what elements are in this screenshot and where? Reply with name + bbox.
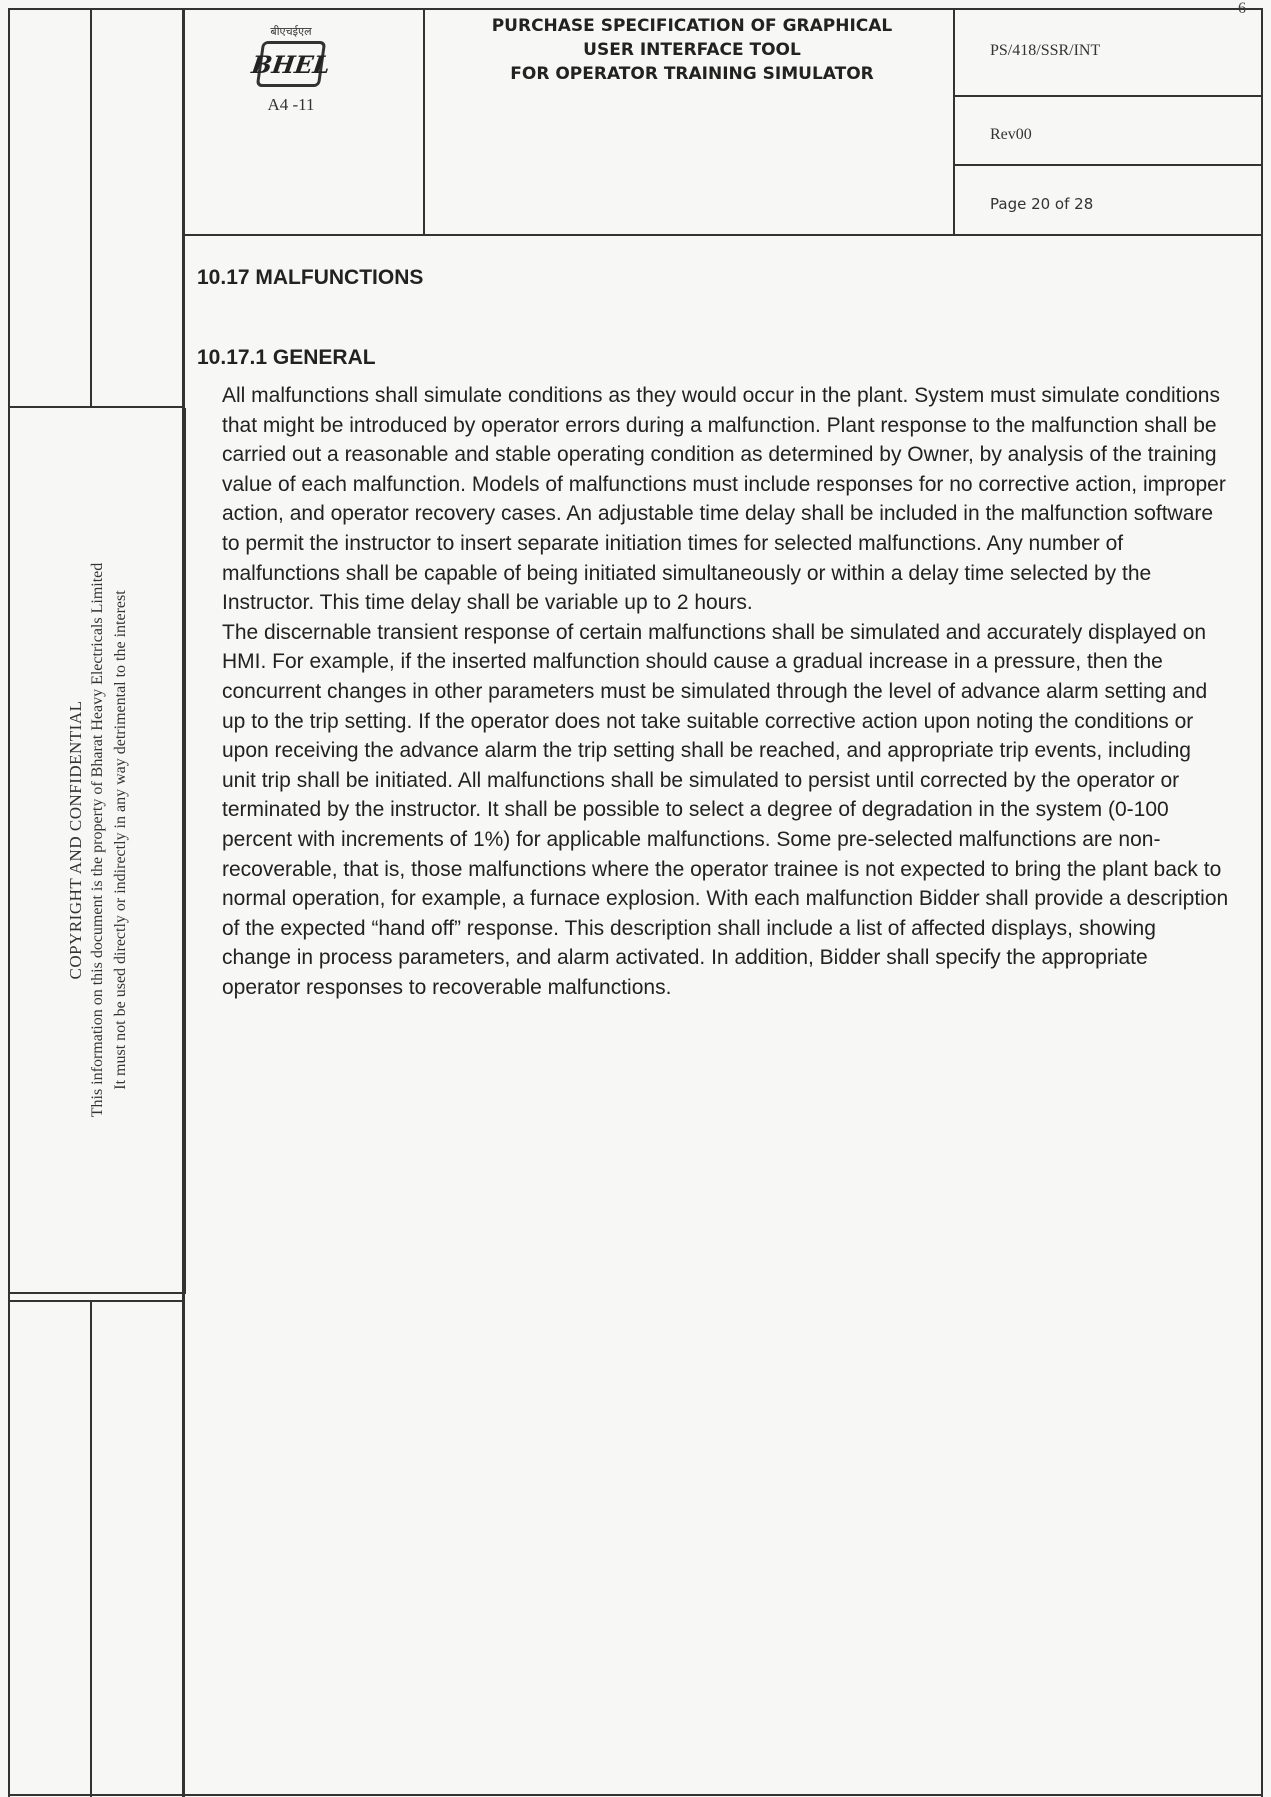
header-logo-divider: [423, 8, 425, 235]
meta-row-rule-1: [953, 95, 1263, 97]
document-title: [432, 14, 952, 86]
page-top-border: [8, 8, 1263, 10]
title-line-1: PURCHASE SPECIFICATION OF GRAPHICAL: [491, 16, 893, 36]
header-meta-divider: [953, 8, 955, 235]
revision-label: Rev00: [990, 126, 1032, 143]
copyright-notice: [66, 440, 132, 1240]
paragraph: The discernable transient response of certain malfunctions shall be simulated and accurately displayed on HMI. For example, if the inserted malfunction should cause a gradual increase in a pressure, then the concurrent changes in other parameters must be simulated through the level of advance alarm setting and up to the trip setting. If the operator does not take suitable corrective action upon noting the conditions or upon receiving the advance alarm the trip setting shall be reached, and appropriate trip events, including unit trip shall be initiated. All malfunctions shall be simulated to persist until corrected by the operator or terminated by the instructor. It shall be possible to select a degree of degradation in the system (0-100 percent with increments of 1%) for applicable malfunctions. Some pre-selected malfunctions are non-recoverable, that is, those malfunctions where the operator trainee is not expected to bring the plant back to normal operation, for example, a furnace explosion. With each malfunction Bidder shall provide a description of the expected “hand off” response. This description shall include a list of affected displays, showing change in process parameters, and alarm activated. In addition, Bidder shall specify the appropriate operator responses to recoverable malfunctions.: [222, 620, 1229, 999]
form-code: A4 -11: [267, 95, 315, 114]
sidebar-bottom-rule: [8, 1292, 185, 1294]
title-line-3: FOR OPERATOR TRAINING SIMULATOR: [510, 64, 874, 84]
page-indicator: Page 20 of 28: [990, 195, 1094, 213]
logo-hindi-text: बीएचईएल: [270, 25, 312, 38]
sidebar-inner-divider: [90, 8, 92, 408]
title-line-2: USER INTERFACE TOOL: [583, 40, 801, 60]
copyright-line-1: This information on this document is the property of Bharat Heavy Electricals Limited: [89, 562, 106, 1118]
bhel-logo-icon: BHEL: [256, 41, 326, 87]
document-number: PS/418/SSR/INT: [990, 42, 1101, 59]
meta-row-rule-2: [953, 164, 1263, 166]
company-logo: [245, 24, 337, 115]
copyright-line-2: It must not be used directly or indirectly in any way detrimental to the interest: [112, 590, 129, 1090]
sidebar-right-border: [184, 408, 186, 1294]
left-margin-border: [8, 8, 10, 1797]
body-text: [222, 381, 1230, 1002]
sidebar-inner-divider-lower: [90, 1302, 92, 1797]
header-bottom-rule: [183, 234, 1263, 236]
sidebar-bottom-rule-2: [8, 1300, 185, 1302]
page-right-border: [1261, 8, 1263, 1797]
copyright-heading: COPYRIGHT AND CONFIDENTIAL: [66, 700, 85, 980]
subsection-title: 10.17.1 GENERAL: [197, 346, 376, 369]
page-bottom-border: [8, 1794, 1263, 1796]
paragraph: All malfunctions shall simulate conditions as they would occur in the plant. System must simulate conditions that might be introduced by operator errors during a malfunction. Plant response to the malfunction shall be carried out a reasonable and stable operating condition as determined by Owner, by analysis of the training value of each malfunction. Models of malfunctions must include responses for no corrective action, improper action, and operator recovery cases. An adjustable time delay shall be included in the malfunction software to permit the instructor to insert separate initiation times for selected malfunctions. Any number of malfunctions shall be capable of being initiated simultaneously or within a delay time selected by the Instructor. This time delay shall be variable up to 2 hours.: [222, 384, 1226, 615]
sidebar-top-rule: [8, 406, 185, 408]
section-title: 10.17 MALFUNCTIONS: [197, 266, 424, 289]
